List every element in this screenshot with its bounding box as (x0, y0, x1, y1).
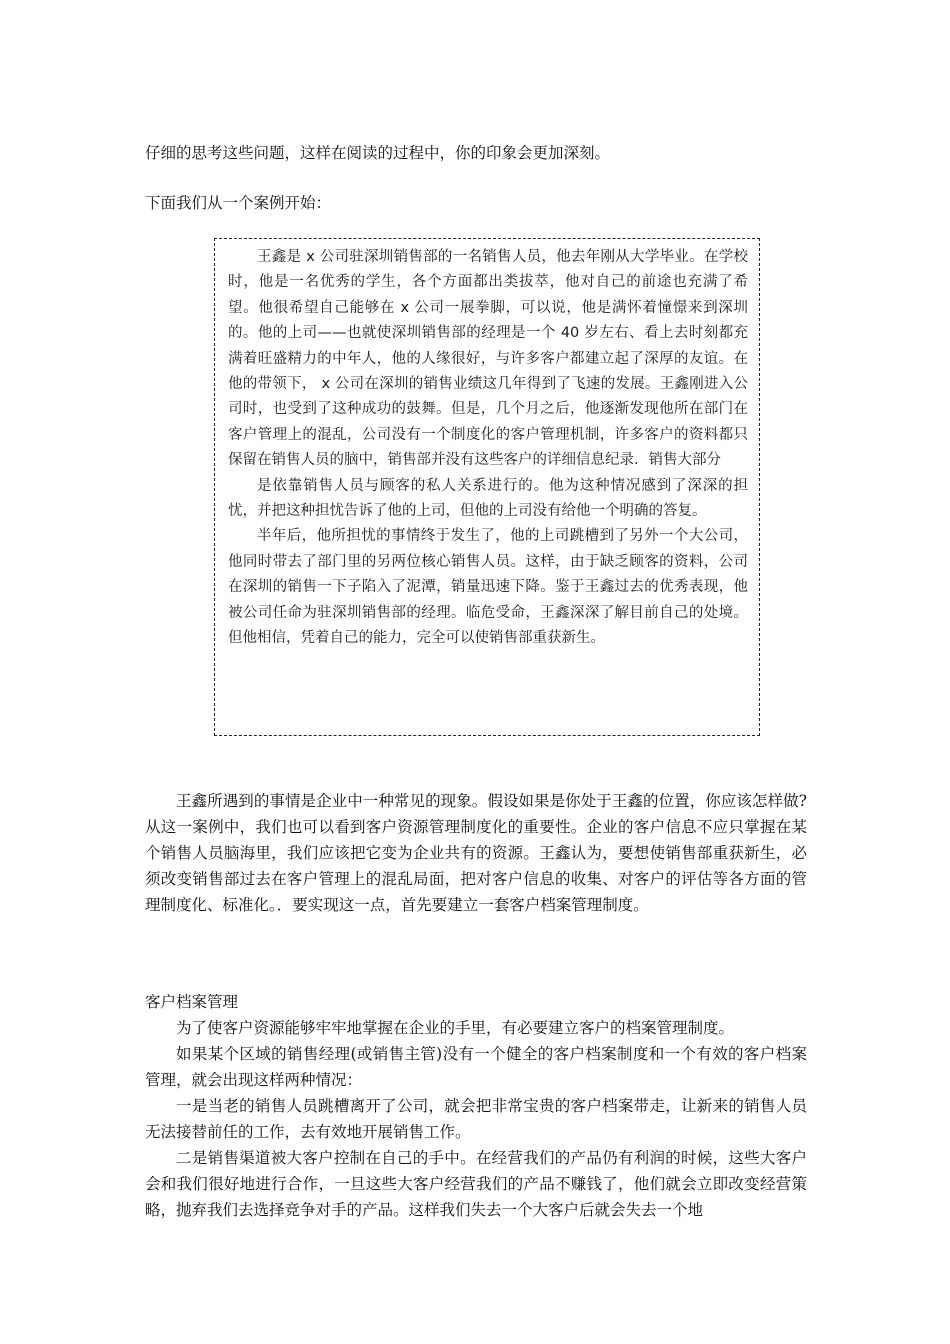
section-heading: 客户档案管理 (145, 993, 239, 1011)
case-study-text (228, 245, 748, 652)
case-paragraph-3: 半年后，他所担忧的事情终于发生了，他的上司跳槽到了另外一个大公司，他同时带去了部门里的另两位核心销售人员。这样，由于缺乏顾客的资料，公司在深圳的销售一下子陷入了泥潭，销量迅速下降。鉴于王鑫过去的优秀表现，他被公司任命为驻深圳销售部的经理。临危受命，王鑫深深了解目前自己的处境。但他相信，凭着自己的能力，完全可以使销售部重获新生。 (228, 528, 748, 647)
intro-line-2: 下面我们从一个案例开始： (145, 194, 332, 212)
section-paragraph-3: 一是当老的销售人员跳槽离开了公司，就会把非常宝贵的客户档案带走，让新来的销售人员无法接替前任的工作，去有效地开展销售工作。 (145, 1097, 807, 1141)
intro-line-1: 仔细的思考这些问题，这样在阅读的过程中，你的印象会更加深刻。 (145, 144, 611, 162)
case-paragraph-2: 是依靠销售人员与顾客的私人关系进行的。他为这种情况感到了深深的担忧，并把这种担忧告诉了他的上司，但他的上司没有给他一个明确的答复。 (228, 477, 748, 520)
section-paragraph-4: 二是销售渠道被大客户控制在自己的手中。在经营我们的产品仍有利润的时候，这些大客户会和我们很好地进行合作，一旦这些大客户经营我们的产品不赚钱了，他们就会立即改变经营策略，抛弃我们去选择竞争对手的产品。这样我们失去一个大客户后就会失去一个地 (145, 1149, 807, 1219)
case-paragraph-1: 王鑫是 x 公司驻深圳销售部的一名销售人员，他去年刚从大学毕业。在学校时，他是一名优秀的学生，各个方面都出类拔萃，他对自己的前途也充满了希望。他很希望自己能够在 x 公司一展拳脚，可以说，他是满怀着憧憬来到深圳的。他的上司——也就使深圳销售部的经理是一个 40 岁左右、看上去时刻都充满着旺盛精力的中年人，他的人缘很好，与许多客户都建立起了深厚的友谊。在他的带领下， x 公司在深圳的销售业绩这几年得到了飞速的发展。王鑫刚进入公司时，也受到了这种成功的鼓舞。但是，几个月之后，他逐渐发现他所在部门在客户管理上的混乱，公司没有一个制度化的客户管理机制，许多客户的资料都只保留在销售人员的脑中，销售部并没有这些客户的详细信息纪录．销售大部分 (228, 249, 748, 469)
section-paragraph-1: 为了使客户资源能够牢牢地掌握在企业的手里，有必要建立客户的档案管理制度。 (176, 1019, 735, 1037)
analysis-paragraph: 王鑫所遇到的事情是企业中一种常见的现象。假设如果是你处于王鑫的位置，你应该怎样做?从这一案例中，我们也可以看到客户资源管理制度化的重要性。企业的客户信息不应只掌握在某个销售人员脑海里，我们应该把它变为企业共有的资源。王鑫认为，要想使销售部重获新生，必须改变销售部过去在客户管理上的混乱局面，把对客户信息的收集、对客户的评估等各方面的管理制度化、标准化。．要实现这一点，首先要建立一套客户档案管理制度。 (145, 792, 807, 914)
section-paragraph-2: 如果某个区域的销售经理(或销售主管)没有一个健全的客户档案制度和一个有效的客户档案管理，就会出现这样两种情况： (145, 1045, 807, 1089)
case-study-box (214, 238, 760, 736)
